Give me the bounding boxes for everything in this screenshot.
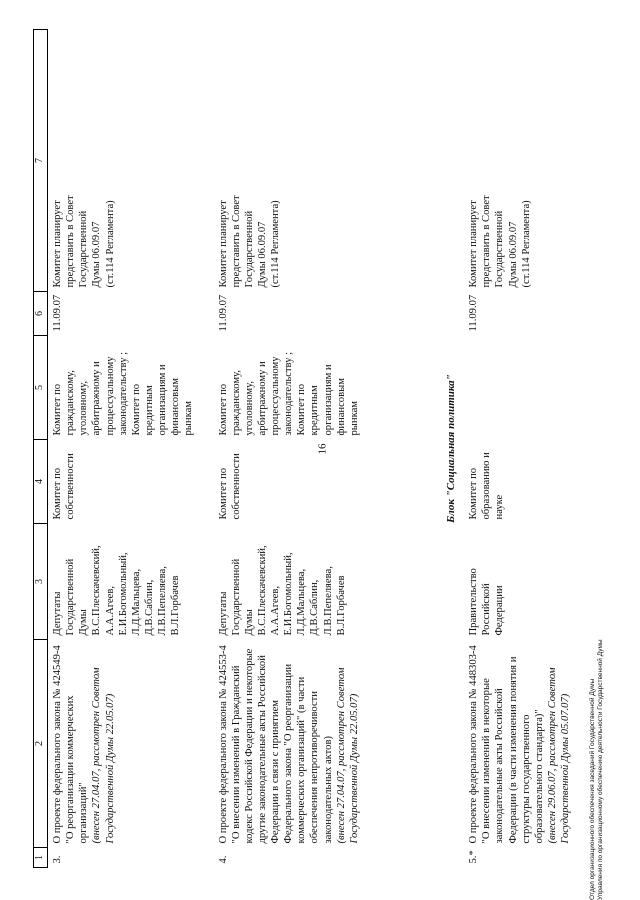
row-number: 3. — [52, 855, 63, 864]
bill-title: О проекте федерального закона № 424549-4 "О реорганизации коммерческих организаций" — [52, 645, 90, 844]
review-date: 11.09.07 — [468, 294, 480, 332]
note-line: представить в Совет — [481, 195, 493, 288]
note-line: Государственной — [243, 210, 255, 288]
committee-line: Комитет по — [468, 467, 480, 520]
bill-description — [464, 640, 578, 848]
author-line: Д.В.Саблин, — [143, 579, 155, 636]
co-committee-line: Комитет по — [217, 383, 229, 436]
note-line: Думы 06.09.07 — [507, 221, 519, 288]
author-line: В.С.Плескачевский, — [256, 545, 268, 636]
column-number: 7 — [34, 30, 48, 292]
co-committee-line: рынкам — [348, 401, 360, 436]
bill-registration-note: (внесен 29.06.07, рассмотрен Советом Государственной Думы 05.07.07) — [546, 667, 571, 844]
column-number: 5 — [34, 336, 48, 440]
column-number: 2 — [34, 640, 48, 848]
bill-authors — [214, 524, 442, 640]
note-line: Думы 06.09.07 — [91, 221, 103, 288]
table-row — [464, 30, 578, 868]
co-committees — [48, 336, 214, 440]
co-committee-line: гражданскому, — [65, 370, 77, 436]
co-committee-line: организациям и — [322, 364, 334, 436]
author-line: Государственной — [230, 558, 242, 636]
committee-line: Комитет по — [52, 467, 63, 520]
committee-line: собственности — [230, 453, 242, 520]
responsible-committee — [214, 440, 442, 524]
note-line: (ст.114 Регламента) — [270, 200, 281, 288]
review-date: 11.09.07 — [52, 294, 63, 332]
co-committee-line: финансовым — [335, 378, 347, 436]
co-committee-line: процессуальному — [270, 356, 281, 436]
author-line: Л.Д.Мальцева, — [296, 568, 308, 636]
note-line: (ст.114 Регламента) — [104, 200, 116, 288]
co-committee-line: кредитным — [143, 385, 155, 436]
co-committee-line: арбитражному и — [91, 361, 103, 436]
co-committee-line: Комитет по — [296, 383, 308, 436]
committee-note — [48, 30, 214, 292]
author-line: Депутаты — [217, 591, 229, 636]
note-line: представить в Совет — [230, 195, 242, 288]
note-line: Комитет планирует — [52, 200, 63, 288]
column-number-row — [34, 30, 48, 868]
agenda-sheet — [33, 30, 633, 868]
co-committee-line: рынкам — [183, 401, 195, 436]
footer-line: Отдел организационного обеспечения заседаний Государственной Думы — [589, 678, 596, 900]
table-row — [214, 30, 442, 868]
author-line: Федерации — [494, 585, 506, 636]
section-header-row — [442, 30, 465, 868]
table-row — [48, 30, 214, 868]
committee-line: науке — [494, 494, 506, 520]
co-committee-line: процессуальному — [104, 356, 116, 436]
column-number: 6 — [34, 292, 48, 336]
agenda-table — [33, 29, 578, 868]
co-committee-line: уголовному, — [243, 381, 255, 436]
co-committees — [464, 336, 578, 440]
author-line: Е.И.Богомольный, — [117, 552, 129, 636]
co-committee-line: финансовым — [170, 378, 182, 436]
co-committee-line: гражданскому, — [230, 370, 242, 436]
co-committee-line: Комитет по — [52, 383, 63, 436]
co-committee-line: законодательству ; — [117, 351, 129, 436]
author-line: Л.Д.Мальцева, — [130, 568, 142, 636]
note-line: (ст.114 Регламента) — [520, 200, 532, 288]
bill-registration-note: (внесен 27.04.07, рассмотрен Советом Государственной Думы 22.05.07) — [335, 667, 360, 844]
co-committee-line: арбитражному и — [256, 361, 268, 436]
column-number: 1 — [34, 848, 48, 868]
committee-line: собственности — [65, 453, 77, 520]
bill-authors — [464, 524, 578, 640]
bill-title: О проекте федерального закона № 448303-4 "О внесении изменений в некоторые законодательные акты Российской Федерации (в части изменения понятия и структуры государственного образовательного стандарта)" — [468, 645, 545, 844]
section-title: Блок "Социальная политика" — [444, 374, 457, 523]
note-line: Комитет планирует — [217, 200, 229, 288]
bill-title: О проекте федерального закона № 424553-4 "О внесении изменений в Гражданский кодекс Российской Федерации и некоторые другие законодательные акты Российской Федерации в связи с принятием Федерального закона "О реорганизации коммерческих организаций" (в части обеспечения непротиворечивости законодательных актов) — [217, 645, 334, 844]
page-footer — [589, 570, 605, 900]
author-line: Государственной — [65, 558, 77, 636]
author-line: А.А.Агеев, — [270, 585, 281, 636]
author-line: Правительство — [468, 568, 480, 636]
author-line: Думы — [243, 609, 255, 636]
author-line: Депутаты — [52, 591, 63, 636]
co-committee-line: законодательству ; — [283, 351, 295, 436]
column-number: 4 — [34, 440, 48, 524]
committee-line: образованию и — [481, 452, 493, 520]
author-line: А.А.Агеев, — [104, 585, 116, 636]
bill-registration-note: (внесен 27.04.07, рассмотрен Советом Государственной Думы 22.05.07) — [91, 667, 116, 844]
author-line: Е.И.Богомольный, — [283, 552, 295, 636]
author-line: Российской — [481, 583, 493, 636]
author-line: В.Л.Горбачев — [335, 575, 347, 636]
committee-line: Комитет по — [217, 467, 229, 520]
bill-description — [48, 640, 214, 848]
column-number: 3 — [34, 524, 48, 640]
author-line: Думы — [78, 609, 90, 636]
bill-authors — [48, 524, 214, 640]
committee-note — [214, 30, 442, 292]
committee-note — [464, 30, 578, 292]
row-number: 5.* — [468, 850, 480, 864]
co-committees — [214, 336, 442, 440]
responsible-committee — [464, 440, 578, 524]
row-number: 4. — [217, 855, 229, 864]
author-line: В.Л.Горбачев — [170, 575, 182, 636]
responsible-committee — [48, 440, 214, 524]
bill-description — [214, 640, 442, 848]
note-line: представить в Совет — [65, 195, 77, 288]
note-line: Комитет планирует — [468, 200, 480, 288]
note-line: Государственной — [78, 210, 90, 288]
co-committee-line: уголовному, — [78, 381, 90, 436]
author-line: Д.В.Саблин, — [309, 579, 321, 636]
co-committee-line: кредитным — [309, 385, 321, 436]
author-line: В.С.Плескачевский, — [91, 545, 103, 636]
note-line: Думы 06.09.07 — [256, 221, 268, 288]
co-committee-line: Комитет по — [130, 383, 142, 436]
page-number: 16 — [316, 443, 329, 455]
review-date: 11.09.07 — [217, 294, 229, 332]
footer-line: Управления по организационному обеспечению деятельности Государственной Думы — [597, 639, 605, 900]
co-committee-line: организациям и — [157, 364, 168, 436]
note-line: Государственной — [494, 210, 506, 288]
author-line: Л.В.Пепеляева, — [157, 566, 168, 636]
author-line: Л.В.Пепеляева, — [322, 566, 334, 636]
